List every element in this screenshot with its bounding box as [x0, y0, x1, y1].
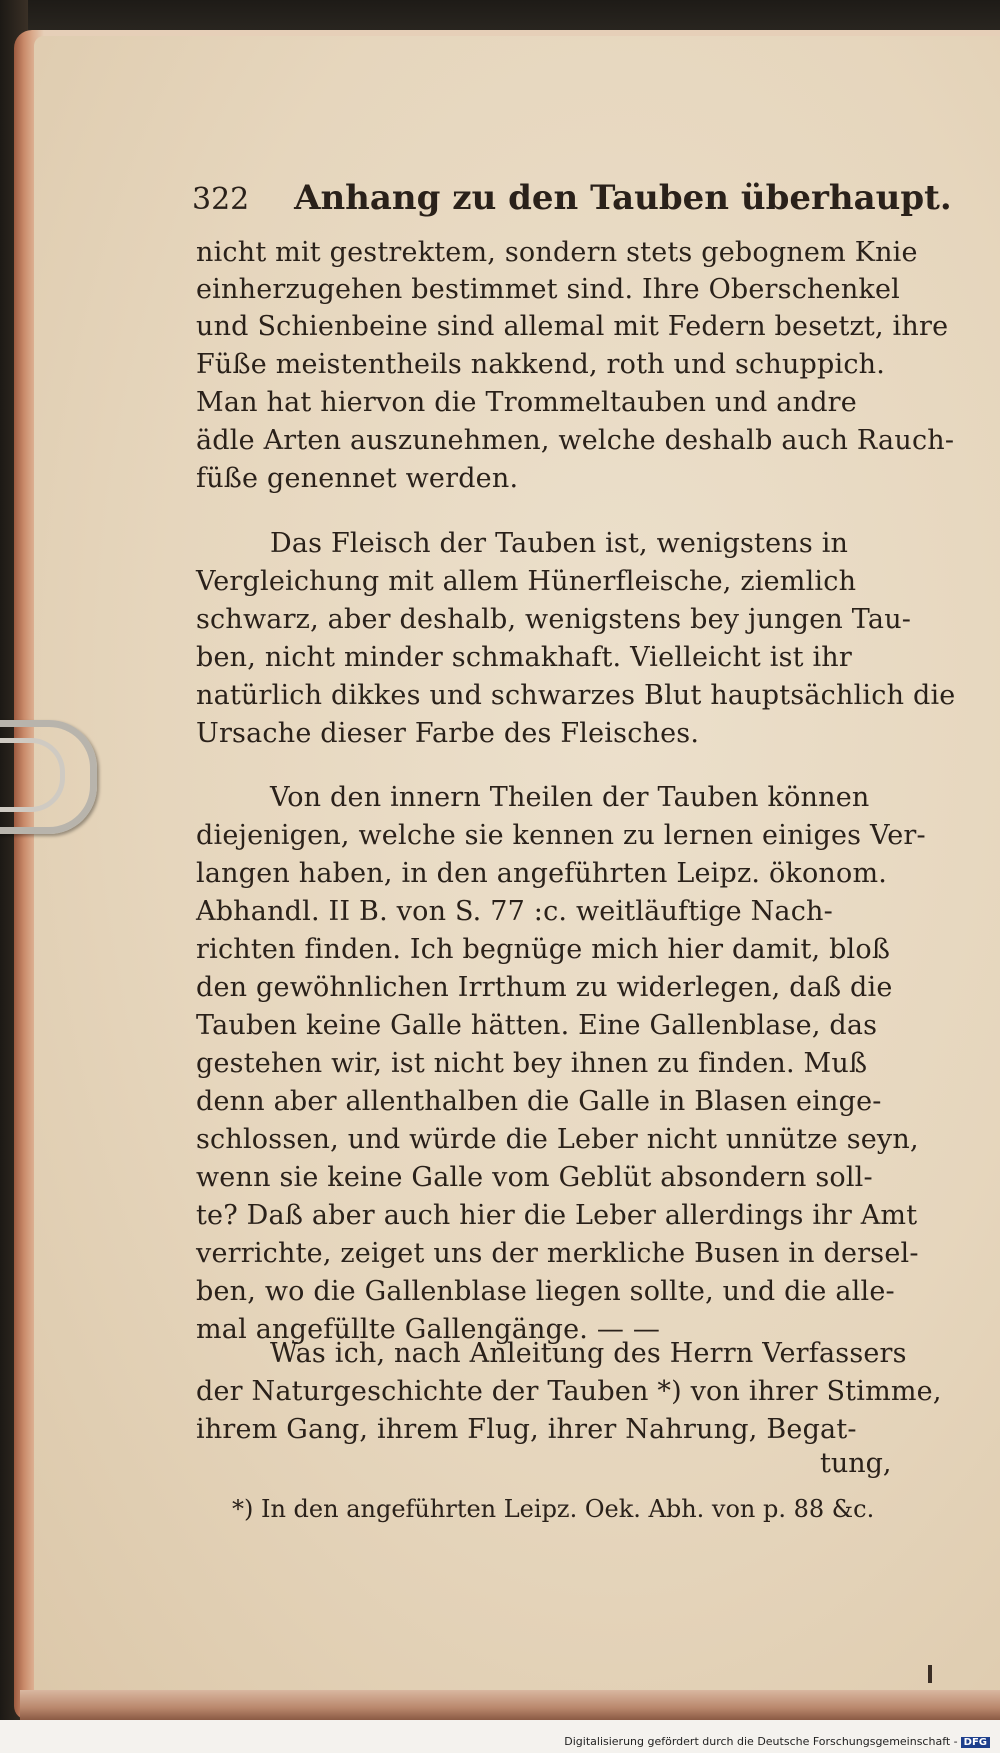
credit-text: Digitalisierung gefördert durch die Deutsche Forschungsgemeinschaft -	[564, 1735, 958, 1748]
text-line: ädle Arten auszunehmen, welche deshalb auch Rauch-	[196, 425, 955, 456]
text-line: nicht mit gestrektem, sondern stets gebognem Knie	[196, 237, 918, 268]
text-line: richten finden. Ich begnüge mich hier damit, bloß	[196, 934, 891, 965]
text-line: Tauben keine Galle hätten. Eine Gallenblase, das	[196, 1010, 878, 1041]
paragraph-start-line: Von den innern Theilen der Tauben können	[270, 782, 870, 813]
text-line: verrichte, zeiget uns der merkliche Busen in dersel-	[196, 1238, 919, 1269]
dfg-logo: DFG	[961, 1737, 990, 1748]
paragraph-start-line: Das Fleisch der Tauben ist, wenigstens in	[270, 528, 849, 559]
text-line: der Naturgeschichte der Tauben *) von ihrer Stimme,	[196, 1376, 942, 1407]
text-line: diejenigen, welche sie kennen zu lernen einiges Ver-	[196, 820, 926, 851]
text-line: langen haben, in den angeführten Leipz. ökonom.	[196, 858, 888, 889]
text-line: denn aber allenthalben die Galle in Blasen einge-	[196, 1086, 882, 1117]
digitization-credit	[564, 1735, 990, 1748]
text-line: natürlich dikkes und schwarzes Blut hauptsächlich die	[196, 680, 956, 711]
text-line: Ursache dieser Farbe des Fleisches.	[196, 718, 700, 749]
text-line: Abhandl. II B. von S. 77 :c. weitläuftige Nach-	[196, 896, 833, 927]
text-line: gestehen wir, ist nicht bey ihnen zu finden. Muß	[196, 1048, 868, 1079]
text-line: und Schienbeine sind allemal mit Federn besetzt, ihre	[196, 311, 949, 342]
text-line: te? Daß aber auch hier die Leber allerdings ihr Amt	[196, 1200, 918, 1231]
text-line: den gewöhnlichen Irrthum zu widerlegen, daß die	[196, 972, 893, 1003]
catchword: tung,	[820, 1448, 892, 1479]
text-line: einherzugehen bestimmet sind. Ihre Oberschenkel	[196, 274, 900, 305]
text-line: schwarz, aber deshalb, wenigstens bey jungen Tau-	[196, 604, 912, 635]
text-line: ben, nicht minder schmakhaft. Vielleicht ist ihr	[196, 642, 853, 673]
running-header	[192, 178, 952, 218]
text-line: mal angefüllte Gallengänge. — —	[196, 1314, 661, 1345]
text-line: schlossen, und würde die Leber nicht unnütze seyn,	[196, 1124, 919, 1155]
paragraph-start-line: Was ich, nach Anleitung des Herrn Verfassers	[270, 1338, 907, 1369]
text-line: ihrem Gang, ihrem Flug, ihrer Nahrung, Begat-	[196, 1414, 857, 1445]
text-line: Vergleichung mit allem Hünerfleische, ziemlich	[196, 566, 857, 597]
running-title: Anhang zu den Tauben überhaupt.	[294, 178, 952, 218]
page-number: 322	[192, 182, 250, 217]
text-line: Man hat hiervon die Trommeltauben und andre	[196, 387, 857, 418]
text-line: wenn sie keine Galle vom Geblüt absondern soll-	[196, 1162, 873, 1193]
text-line: ben, wo die Gallenblase liegen sollte, und die alle-	[196, 1276, 895, 1307]
footnote: *) In den angeführten Leipz. Oek. Abh. von p. 88 &c.	[232, 1495, 875, 1523]
text-line: Füße meistentheils nakkend, roth und schuppich.	[196, 349, 886, 380]
text-line: füße genennet werden.	[196, 463, 519, 494]
